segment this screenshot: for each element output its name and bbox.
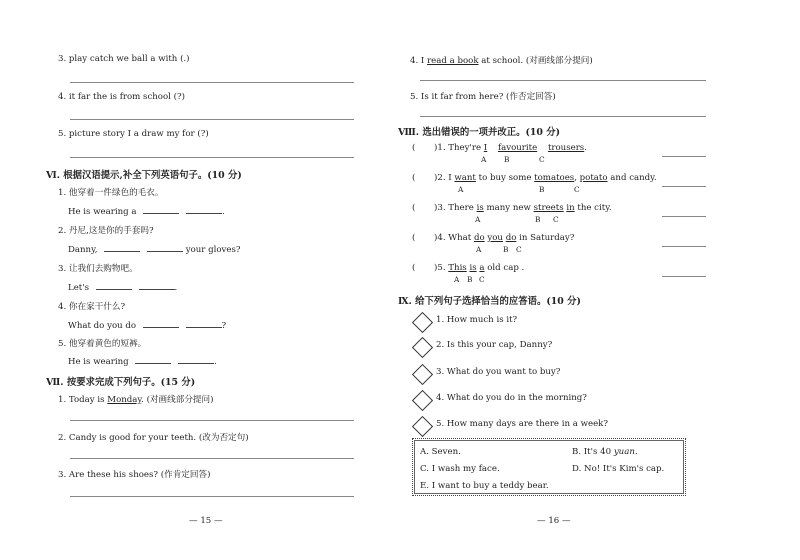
- e5-word-a: This: [448, 263, 467, 273]
- answer-bracket[interactable]: (: [412, 203, 416, 213]
- label-c: C: [479, 275, 485, 284]
- label-a: A: [475, 215, 481, 224]
- s7-1: [58, 393, 213, 405]
- blank[interactable]: [135, 355, 171, 364]
- correction-line[interactable]: [662, 156, 706, 157]
- option-a: A. Seven.: [420, 447, 461, 457]
- error-item-5: [434, 263, 524, 273]
- e3-word-b: streets: [533, 203, 564, 213]
- right-q4: [410, 54, 593, 66]
- s6-4-text: What do you do: [68, 321, 137, 331]
- blank[interactable]: [178, 355, 214, 364]
- e1-word-b: favourite: [497, 143, 538, 153]
- option-b-end: .: [634, 447, 638, 457]
- s6-2-text-a: Danny,: [68, 245, 98, 255]
- answer-diamond[interactable]: [412, 364, 433, 385]
- e2-end: and candy.: [610, 173, 657, 183]
- option-e: E. I want to buy a teddy bear.: [420, 481, 549, 491]
- blank[interactable]: [147, 243, 183, 252]
- s6-5-english: He is wearing .: [68, 357, 217, 367]
- s6-1-english: He is wearing a .: [68, 207, 225, 217]
- e1-number: )1. They're: [434, 143, 482, 153]
- s6-1-text: He is wearing a: [68, 207, 137, 217]
- s6-2-chinese: 2. 丹尼,这是你的手套吗?: [58, 226, 154, 236]
- blank[interactable]: [104, 243, 140, 252]
- blank[interactable]: [186, 319, 222, 328]
- answer-line[interactable]: [420, 80, 706, 81]
- answer-bracket[interactable]: (: [412, 263, 416, 273]
- blank[interactable]: [143, 319, 179, 328]
- section-6-title: Ⅵ. 根据汉语提示,补全下列英语句子。(10 分): [46, 170, 242, 181]
- e3-number: )3. There: [434, 203, 474, 213]
- blank[interactable]: [139, 281, 175, 290]
- answer-line[interactable]: [70, 119, 354, 120]
- section-7-title: Ⅶ. 按要求完成下列句子。(15 分): [46, 377, 196, 388]
- e5-number: )5.: [434, 263, 446, 273]
- page-number-left: — 15 —: [189, 516, 223, 526]
- correction-line[interactable]: [662, 216, 706, 217]
- q4-underlined: read a book: [427, 56, 479, 66]
- label-a: A: [458, 185, 464, 194]
- error-item-4: [434, 233, 574, 243]
- answer-diamond[interactable]: [412, 312, 433, 333]
- label-b: B: [504, 155, 510, 164]
- blank[interactable]: [96, 281, 132, 290]
- q4-text-a: 4. I: [410, 56, 425, 66]
- option-b: [572, 447, 638, 457]
- option-b-text: B. It's 40: [572, 447, 612, 457]
- answer-line[interactable]: [70, 157, 354, 158]
- e2-number: )2. I: [434, 173, 452, 183]
- e3-word-c: in: [566, 203, 575, 213]
- e3-mid: many new: [486, 203, 531, 213]
- s7-3: 3. Are these his shoes? (作肯定回答): [58, 470, 211, 480]
- label-b: B: [535, 215, 541, 224]
- s6-5-text: He is wearing: [68, 357, 129, 367]
- match-q1: 1. How much is it?: [436, 315, 518, 325]
- e1-word-a: I: [483, 143, 488, 153]
- answer-bracket[interactable]: (: [412, 143, 416, 153]
- match-q3: 3. What do you want to buy?: [436, 367, 561, 377]
- page-number-right: — 16 —: [537, 516, 571, 526]
- e1-end: .: [584, 143, 587, 153]
- e4-word-c: do: [505, 233, 517, 243]
- e4-word-b: you: [487, 233, 503, 243]
- correction-line[interactable]: [662, 186, 706, 187]
- label-a: A: [476, 245, 482, 254]
- e2-word-a: want: [454, 173, 476, 183]
- s6-4-chinese: 4. 你在家干什么?: [58, 302, 126, 312]
- s6-3-english: Let's .: [68, 283, 178, 293]
- match-q2: 2. Is this your cap, Danny?: [436, 340, 553, 350]
- s7-2: 2. Candy is good for your teeth. (改为否定句): [58, 433, 249, 443]
- answer-diamond[interactable]: [412, 390, 433, 411]
- e4-word-a: do: [473, 233, 485, 243]
- correction-line[interactable]: [662, 246, 706, 247]
- e5-end: old cap .: [487, 263, 525, 273]
- e2-word-b: tomatoes: [534, 173, 575, 183]
- left-q4: 4. it far the is from school (?): [58, 92, 185, 102]
- error-item-3: [434, 203, 612, 213]
- blank[interactable]: [186, 205, 222, 214]
- s6-3-text: Let's: [68, 283, 90, 293]
- s7-1-text-a: 1. Today is: [58, 395, 105, 405]
- q4-text-b: at school. (对画线部分提问): [481, 56, 593, 66]
- e2-mid-a: to buy some: [478, 173, 532, 183]
- label-c: C: [553, 215, 559, 224]
- match-q5: 5. How many days are there in a week?: [436, 419, 608, 429]
- error-item-2: [434, 173, 657, 183]
- label-a: A: [481, 155, 487, 164]
- s6-3-chinese: 3. 让我们去购物吧。: [58, 264, 138, 274]
- label-c: C: [516, 245, 522, 254]
- e2-mid-b: ,: [574, 173, 577, 183]
- label-c: C: [574, 185, 580, 194]
- option-c: C. I wash my face.: [420, 464, 500, 474]
- answer-line[interactable]: [70, 458, 354, 459]
- correction-line[interactable]: [662, 276, 706, 277]
- label-b: B: [467, 275, 473, 284]
- answer-bracket[interactable]: (: [412, 233, 416, 243]
- label-b: B: [503, 245, 509, 254]
- answer-line[interactable]: [70, 82, 354, 83]
- left-q5: 5. picture story I a draw my for (?): [58, 129, 209, 139]
- s7-1-underlined: Monday: [107, 395, 142, 405]
- s6-1-chinese: 1. 他穿着一件绿色的毛衣。: [58, 188, 164, 198]
- e4-end: in Saturday?: [519, 233, 575, 243]
- error-item-1: [434, 143, 587, 153]
- e2-word-c: potato: [579, 173, 608, 183]
- answer-line[interactable]: [420, 116, 706, 117]
- e3-word-a: is: [476, 203, 484, 213]
- right-q5: 5. Is it far from here? (作否定回答): [410, 92, 556, 102]
- answer-line[interactable]: [70, 496, 354, 497]
- s6-5-chinese: 5. 他穿着黄色的短裤。: [58, 339, 147, 349]
- option-b-italic: yuan: [613, 447, 635, 457]
- e5-word-b: is: [469, 263, 477, 273]
- label-b: B: [539, 185, 545, 194]
- blank[interactable]: [143, 205, 179, 214]
- s6-2-text-b: your gloves?: [185, 245, 241, 255]
- e4-number: )4. What: [434, 233, 472, 243]
- e3-end: the city.: [577, 203, 612, 213]
- answer-line[interactable]: [70, 420, 354, 421]
- s6-4-english: What do you do ?: [68, 321, 227, 331]
- label-c: C: [539, 155, 545, 164]
- e5-word-c: a: [479, 263, 485, 273]
- option-d: D. No! It's Kim's cap.: [572, 464, 665, 474]
- answer-diamond[interactable]: [412, 416, 433, 437]
- match-q4: 4. What do you do in the morning?: [436, 393, 587, 403]
- s7-1-text-b: . (对画线部分提问): [141, 395, 214, 405]
- left-q3: 3. play catch we ball a with (.): [58, 54, 190, 64]
- section-8-title: Ⅷ. 选出错误的一项并改正。(10 分): [398, 127, 561, 138]
- section-9-title: Ⅸ. 给下列句子选择恰当的应答语。(10 分): [398, 296, 581, 307]
- s6-2-english: [68, 243, 241, 255]
- e1-word-c: trousers: [547, 143, 585, 153]
- label-a: A: [454, 275, 460, 284]
- answer-diamond[interactable]: [412, 337, 433, 358]
- answer-bracket[interactable]: (: [412, 173, 416, 183]
